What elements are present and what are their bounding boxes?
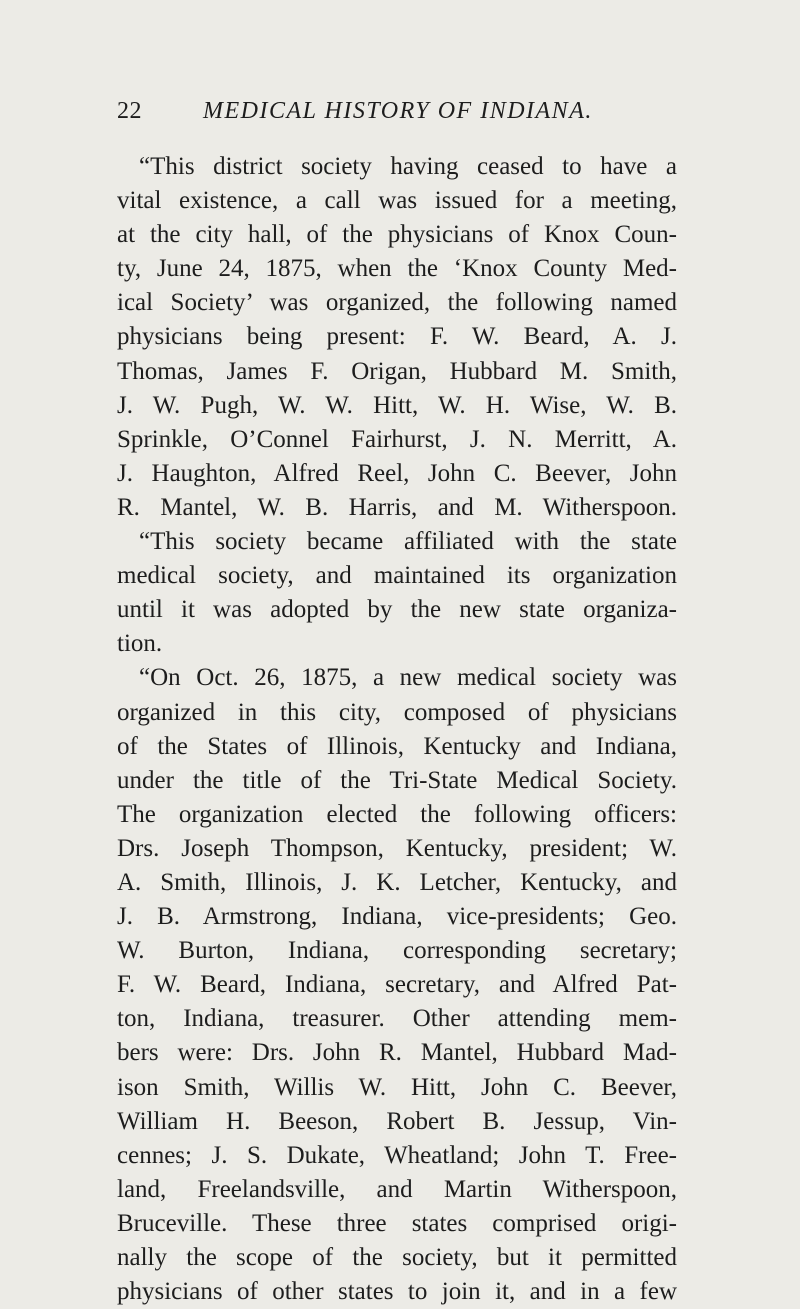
text-line: Bruceville. These three states comprised origi- — [117, 1209, 677, 1237]
text-line: “This society became affiliated with the state — [139, 528, 677, 556]
text-line: “This district society having ceased to have a — [139, 153, 677, 180]
text-line: physicians being present: F. W. Beard, A. J. — [117, 323, 677, 351]
text-line: ton, Indiana, treasurer. Other attending mem- — [117, 1005, 677, 1033]
text-line: under the title of the Tri-State Medical Society. — [117, 766, 677, 794]
text-line: of the States of Illinois, Kentucky and Indiana, — [117, 732, 677, 760]
text-line: organized in this city, composed of physicians — [117, 698, 677, 726]
text-line: Thomas, James F. Origan, Hubbard M. Smith, — [117, 357, 677, 385]
text-line: physicians of other states to join it, and in a few — [117, 1278, 677, 1306]
text-line: ison Smith, Willis W. Hitt, John C. Beever, — [117, 1073, 677, 1101]
body-text — [117, 150, 677, 1309]
text-line: F. W. Beard, Indiana, secretary, and Alfred Pat- — [117, 971, 677, 999]
text-line: A. Smith, Illinois, J. K. Letcher, Kentucky, and — [117, 868, 677, 896]
page-number: 22 — [117, 98, 142, 124]
text-line: at the city hall, of the physicians of Knox Coun- — [117, 221, 677, 249]
text-line: land, Freelandsville, and Martin Witherspoon, — [117, 1175, 677, 1203]
text-line: “On Oct. 26, 1875, a new medical society was — [139, 664, 677, 692]
text-line: J. B. Armstrong, Indiana, vice-presidents; Geo. — [117, 903, 677, 931]
running-title: MEDICAL HISTORY OF INDIANA. — [203, 98, 593, 124]
text-line: ical Society’ was organized, the following named — [117, 289, 677, 317]
text-line: Drs. Joseph Thompson, Kentucky, president; W. — [117, 834, 677, 862]
text-line: vital existence, a call was issued for a meeting, — [117, 187, 677, 215]
text-line: nally the scope of the society, but it permitted — [117, 1244, 677, 1271]
text-line: ty, June 24, 1875, when the ‘Knox County Med- — [117, 255, 677, 283]
text-line: J. W. Pugh, W. W. Hitt, W. H. Wise, W. B. — [117, 391, 677, 419]
text-line: tion. — [117, 630, 163, 658]
text-line: medical society, and maintained its organization — [117, 562, 677, 590]
text-line: bers were: Drs. John R. Mantel, Hubbard Mad- — [117, 1039, 677, 1067]
text-line: W. Burton, Indiana, corresponding secretary; — [117, 937, 677, 965]
text-line: Sprinkle, O’Connel Fairhurst, J. N. Merritt, A. — [117, 425, 677, 453]
text-line: William H. Beeson, Robert B. Jessup, Vin- — [117, 1107, 677, 1135]
text-line: cennes; J. S. Dukate, Wheatland; John T. Free- — [117, 1141, 677, 1169]
page-header — [117, 98, 677, 132]
text-line: until it was adopted by the new state organiza- — [117, 596, 677, 624]
text-line: J. Haughton, Alfred Reel, John C. Beever, John — [117, 459, 677, 487]
text-line: R. Mantel, W. B. Harris, and M. Witherspoon. — [117, 493, 677, 521]
text-line: The organization elected the following officers: — [117, 800, 677, 828]
